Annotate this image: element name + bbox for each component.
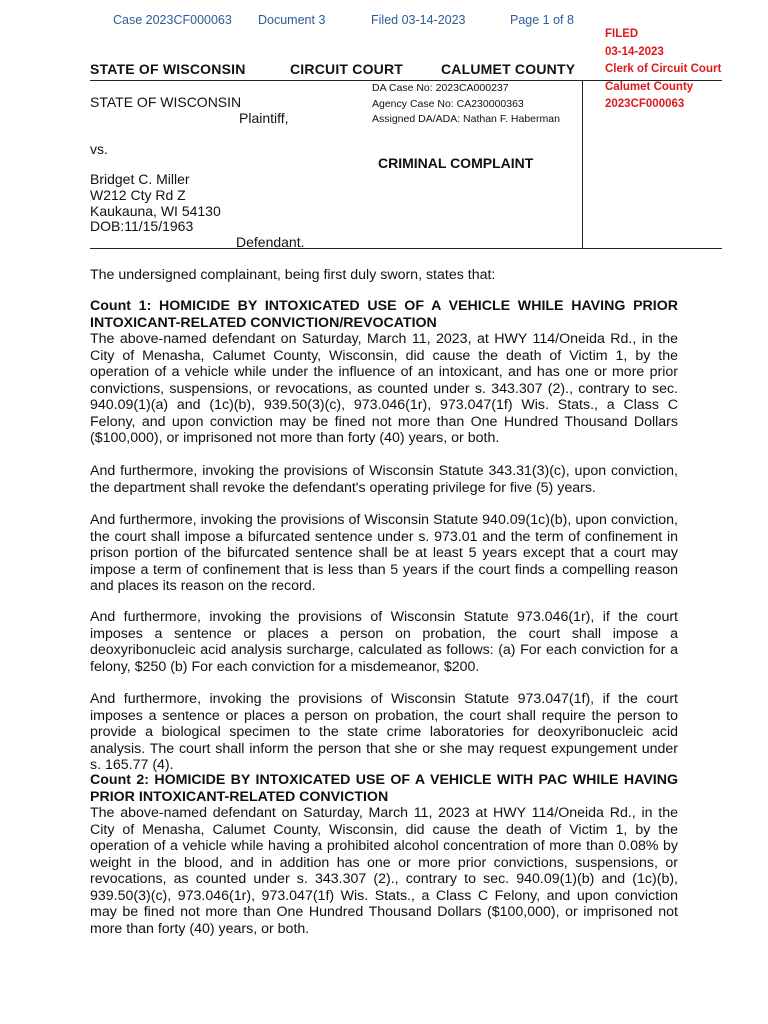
caption-county: CALUMET COUNTY <box>441 61 576 77</box>
defendant-label: Defendant. <box>236 234 305 250</box>
document-number: Document 3 <box>258 13 326 27</box>
dna-surcharge-text: And furthermore, invoking the provisions of Wisconsin Statute 973.046(1r), if the court imposes a sentence or places a person on probation, the court shall impose a deoxyribonucleic acid analysis surcharge, calculated as follows: (a) For each conviction for a felony, $250 (b) For each conviction for a misdemeanor, $200. <box>90 609 678 675</box>
stamp-date: 03-14-2023 <box>605 45 664 58</box>
intro-statement <box>90 267 678 284</box>
caption-court: CIRCUIT COURT <box>290 61 404 77</box>
defendant-address-line2: Kaukauna, WI 54130 <box>90 203 221 219</box>
defendant-address-line1: W212 Cty Rd Z <box>90 187 186 203</box>
agency-case-number: Agency Case No: CA230000363 <box>372 97 524 110</box>
case-number: Case 2023CF000063 <box>113 13 232 27</box>
caption-bottom-rule <box>90 248 722 249</box>
caption-state: STATE OF WISCONSIN <box>90 61 246 77</box>
bifurcated-sentence-text: And furthermore, invoking the provisions of Wisconsin Statute 940.09(1c)(b), upon conviction, the court shall impose a bifurcated sentence under s. 973.01 and the term of confinement in prison portion of the bifurcated sentence shall be at least 5 years except that a court may impose a term of confinement that is less than 5 years if the court finds a compelling reason and places its reason on the record. <box>90 512 678 594</box>
count-1-text: The above-named defendant on Saturday, March 11, 2023, at HWY 114/Oneida Rd., in the City of Menasha, Calumet County, Wisconsin, did cause the death of Victim 1, by the operation of a vehicle while under the influence of an intoxicant, and has one or more prior convictions, suspensions, or revocations, as counted under s. 343.307 (2)., contrary to sec. 940.09(1)(a) and (1c)(b), 939.50(3)(c), 973.046(1r), 973.047(1f) Wis. Stats., a Class C Felony, and upon conviction may be fined not more than One Hundred Thousand Dollars ($100,000), or imprisoned not more than forty (40) years, or both. <box>90 331 678 446</box>
paragraph-dna-surcharge <box>90 609 678 675</box>
stamp-filed: FILED <box>605 28 639 40</box>
count-1 <box>90 298 678 447</box>
paragraph-revocation <box>90 463 678 496</box>
count-1-title: Count 1: HOMICIDE BY INTOXICATED USE OF A VEHICLE WHILE HAVING PRIOR INTOXICANT-RELATED CONVICTION/REVOCATION <box>90 298 678 331</box>
assigned-prosecutor: Assigned DA/ADA: Nathan F. Haberman <box>372 113 560 125</box>
paragraph-bifurcated-sentence <box>90 512 678 595</box>
filed-date: Filed 03-14-2023 <box>371 13 466 27</box>
plaintiff-label: Plaintiff, <box>239 110 289 126</box>
da-case-number: DA Case No: 2023CA000237 <box>372 82 509 94</box>
revocation-text: And furthermore, invoking the provisions of Wisconsin Statute 343.31(3)(c), upon conviction, the department shall revoke the defendant's operating privilege for five (5) years. <box>90 463 678 496</box>
complaint-title: CRIMINAL COMPLAINT <box>378 155 534 171</box>
stamp-county: Calumet County <box>605 80 694 93</box>
page-number: Page 1 of 8 <box>510 13 574 27</box>
count-2-text: The above-named defendant on Saturday, March 11, 2023 at HWY 114/Oneida Rd., in the City of Menasha, Calumet County, Wisconsin, did cause the death of Victim 1, by the operation of a vehicle while having a prohibited alcohol concentration of more than 0.08% by weight in the blood, and in addition has one or more prior convictions, suspensions, or revocations, as counted under s. 343.307 (2)., contrary to sec. 940.09(1)(b) and (1c)(b), 939.50(3)(c), 973.046(1r), 973.047(1f) Wis. Stats., a Class C Felony, and upon conviction may be fined not more than One Hundred Thousand Dollars ($100,000), or imprisoned not more than forty (40) years, or both. <box>90 805 678 937</box>
defendant-name: Bridget C. Miller <box>90 171 190 187</box>
plaintiff-name: STATE OF WISCONSIN <box>90 94 242 110</box>
count-2-title: Count 2: HOMICIDE BY INTOXICATED USE OF A VEHICLE WITH PAC WHILE HAVING PRIOR INTOXICANT-RELATED CONVICTION <box>90 772 678 805</box>
stamp-case: 2023CF000063 <box>605 98 685 110</box>
count-2 <box>90 772 678 937</box>
defendant-dob: DOB:11/15/1963 <box>90 218 194 234</box>
stamp-clerk: Clerk of Circuit Court <box>605 63 722 75</box>
case-info-block <box>372 81 560 128</box>
versus: vs. <box>90 141 108 157</box>
caption-divider <box>582 80 583 248</box>
intro-text: The undersigned complainant, being first duly sworn, states that: <box>90 267 496 283</box>
dna-specimen-text: And furthermore, invoking the provisions of Wisconsin Statute 973.047(1f), if the court imposes a sentence or places a person on probation, the court shall require the person to provide a biological specimen to the state crime laboratories for deoxyribonucleic acid analysis. The court shall inform the person that she or she may request expungement under s. 165.77 (4). <box>90 691 678 773</box>
filing-stamp <box>605 26 721 114</box>
paragraph-dna-specimen <box>90 691 678 774</box>
